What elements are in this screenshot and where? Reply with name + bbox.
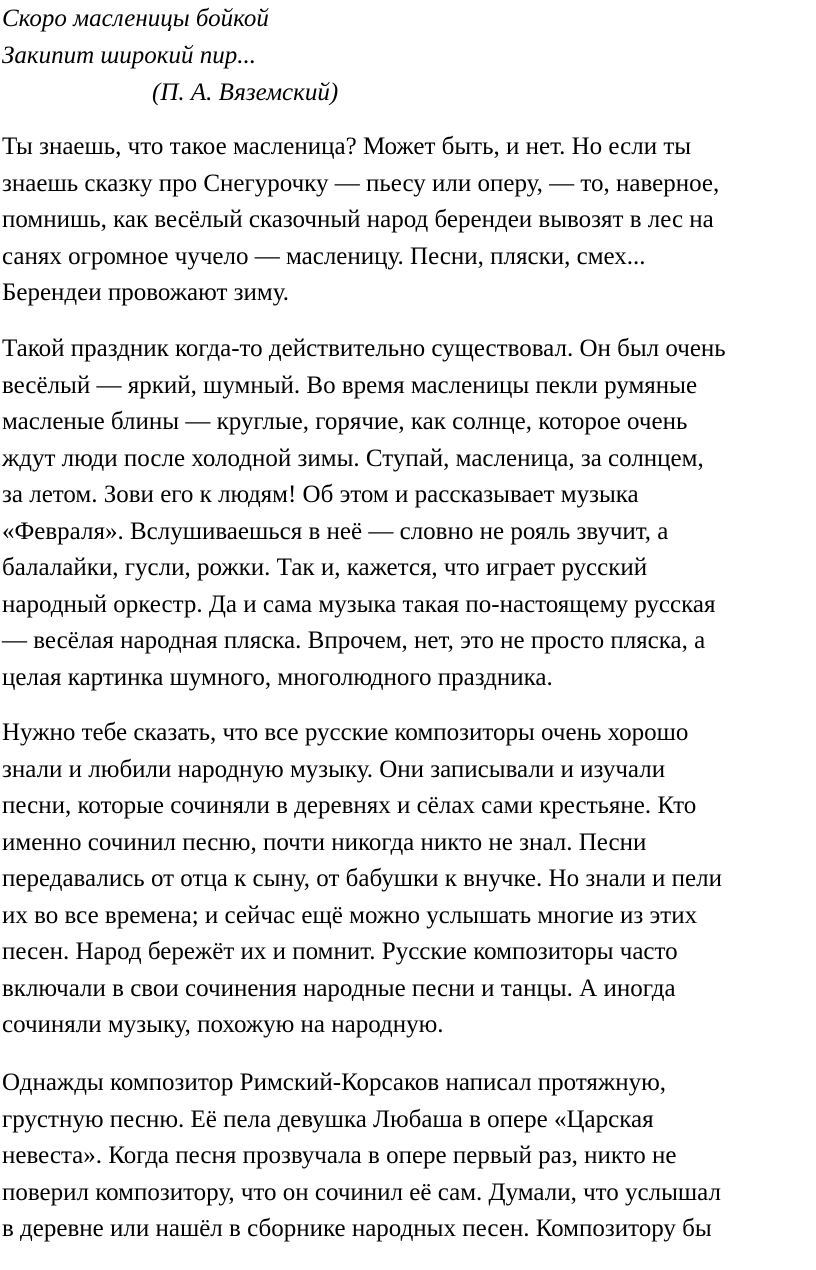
text-line: масленые блины — круглые, горячие, как солнце, которое очень [2, 408, 688, 435]
epigraph-line: Закипит широкий пир... [2, 42, 256, 69]
text-line: за летом. Зови его к людям! Об этом и рассказывает музыка [2, 481, 639, 508]
text-line: Берендеи провожают зиму. [2, 279, 289, 306]
text-line: невеста». Когда песня прозвучала в опере первый раз, никто не [2, 1142, 677, 1169]
text-line: Нужно тебе сказать, что все русские композиторы очень хорошо [2, 719, 689, 746]
text-line: включали в свои сочинения народные песни и танцы. А иногда [2, 974, 676, 1002]
epigraph-author: (П. А. Вяземский) [152, 79, 339, 106]
text-line: балалайки, гусли, рожки. Так и, кажется, что играет русский [2, 554, 648, 581]
text-line: «Февраля». Вслушиваешься в неё — словно не рояль звучит, а [2, 517, 669, 545]
text-line: целая картинка шумного, многолюдного праздника. [2, 663, 553, 691]
text-line: Ты знаешь, что такое масленица? Может быть, и нет. Но если ты [2, 133, 692, 160]
epigraph-line: Скоро масленицы бойкой [2, 5, 269, 32]
epigraph [2, 0, 338, 111]
text-line: Однажды композитор Римский-Корсаков написал протяжную, [2, 1069, 667, 1096]
paragraph-4 [2, 1065, 816, 1248]
text-line: Такой праздник когда-то действительно существовал. Он был очень [2, 335, 726, 362]
paragraph-1 [2, 129, 816, 312]
text-line: именно сочинил песню, почти никогда никто не знал. Песни [2, 828, 647, 856]
text-line: ждут люди после холодной зимы. Ступай, масленица, за солнцем, [2, 444, 704, 472]
text-line: помнишь, как весёлый сказочный народ берендеи вывозят в лес на [2, 206, 714, 233]
paragraph-3 [2, 715, 816, 1044]
text-line: знали и любили народную музыку. Они записывали и изучали [2, 755, 666, 783]
text-line: их во все времена; и сейчас ещё можно услышать многие из этих [2, 901, 698, 929]
text-line: в деревне или нашёл в сборнике народных песен. Композитору бы [2, 1215, 712, 1242]
text-line: санях огромное чучело — масленицу. Песни, пляски, смех... [2, 242, 646, 270]
text-line: знаешь сказку про Снегурочку — пьесу или оперу, — то, наверное, [2, 169, 720, 197]
text-line: поверил композитору, что он сочинил её сам. Думали, что услышал [2, 1178, 721, 1206]
text-line: передавались от отца к сыну, от бабушки к внучке. Но знали и пели [2, 865, 722, 892]
text-line: народный оркестр. Да и сама музыка такая по-настоящему русская [2, 590, 716, 618]
text-line: песен. Народ бережёт их и помнит. Русские композиторы часто [2, 938, 678, 965]
text-line: — весёлая народная пляска. Впрочем, нет, это не просто пляска, а [2, 627, 706, 654]
paragraph-2 [2, 331, 816, 696]
text-line: весёлый — яркий, шумный. Во время масленицы пекли румяные [2, 371, 698, 399]
text-line: грустную песню. Её пела девушка Любаша в опере «Царская [2, 1105, 654, 1133]
text-line: сочиняли музыку, похожую на народную. [2, 1011, 444, 1038]
text-line: песни, которые сочиняли в деревнях и сёлах сами крестьяне. Кто [2, 792, 697, 819]
